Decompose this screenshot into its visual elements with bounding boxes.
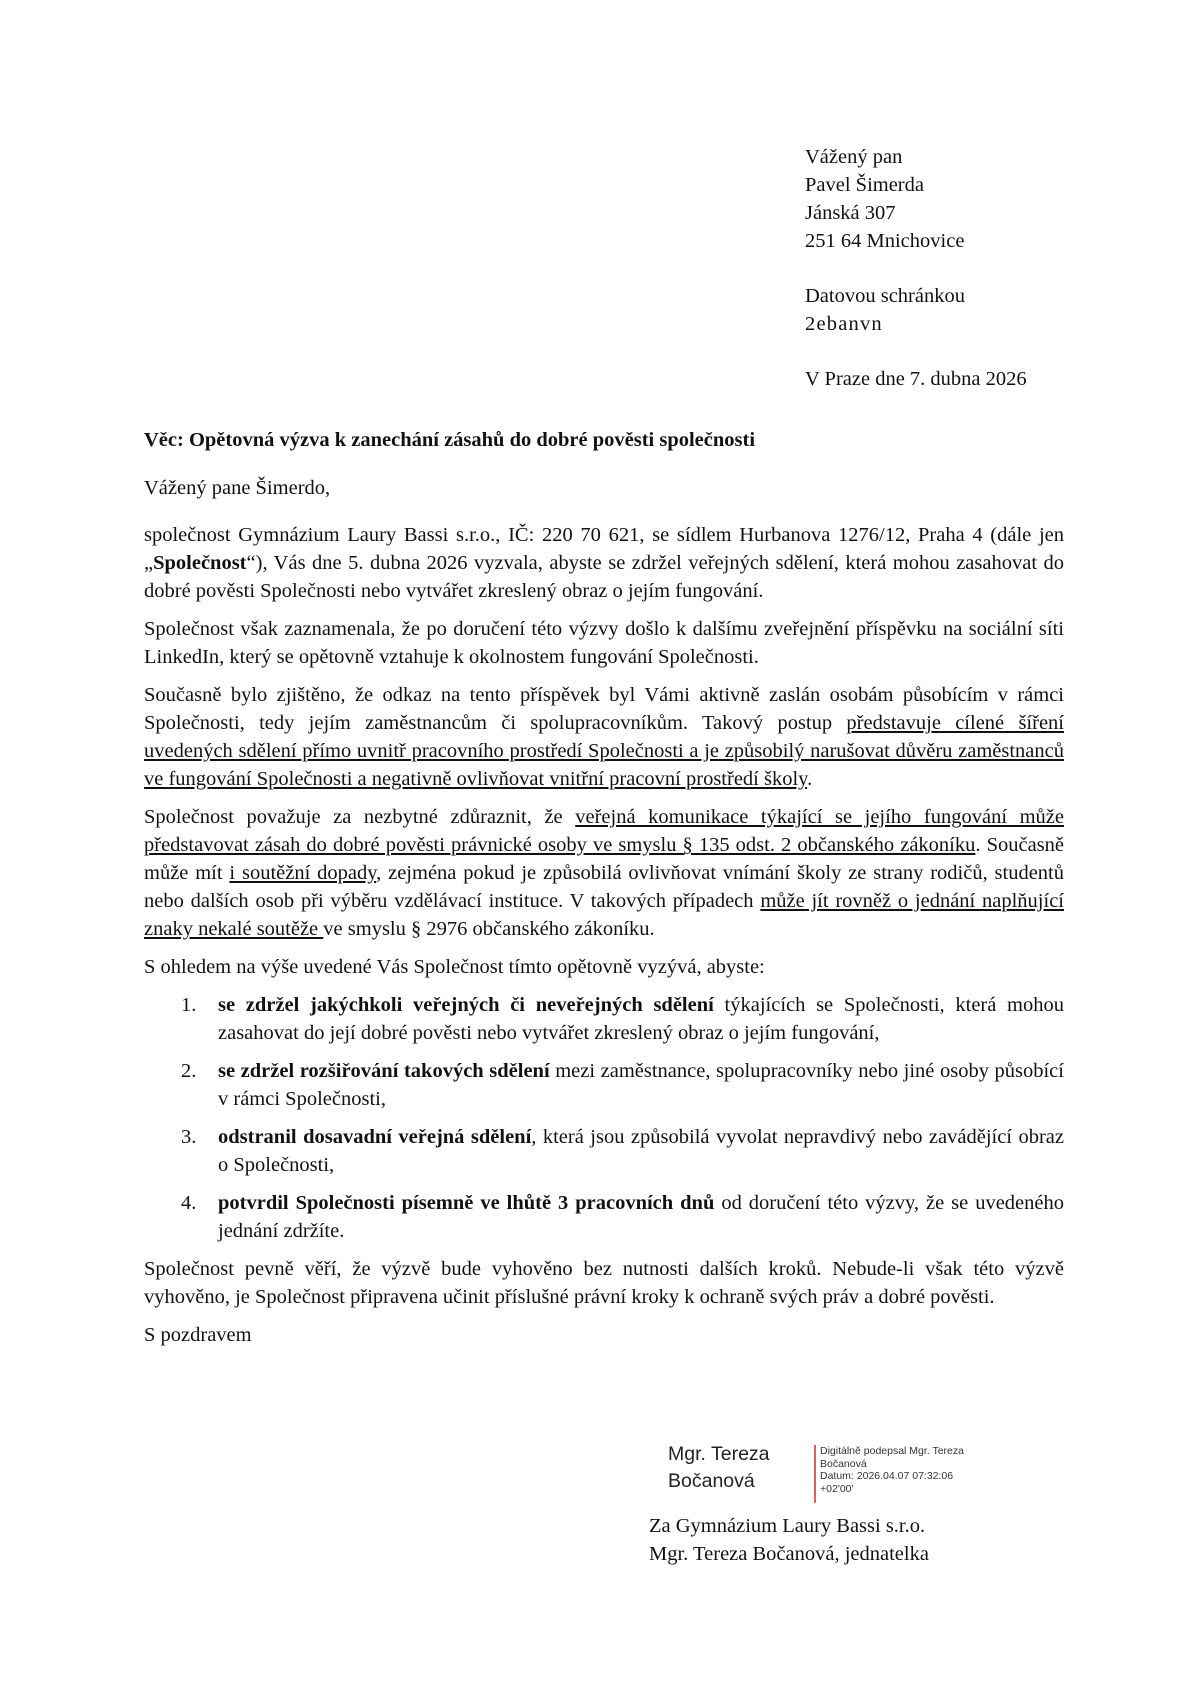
- list-item-bold: potvrdil Společnosti písemně ve lhůtě 3 pracovních dnů: [218, 1192, 715, 1214]
- paragraph-demand-intro: S ohledem na výše uvedené Vás Společnost tímto opětovně vyzývá, abyste:: [144, 956, 765, 978]
- paragraph-distribution: [144, 681, 1064, 793]
- recipient-address-block: [805, 143, 1027, 393]
- text-run: , zejména pokud je způsobilá ovlivňovat vnímání školy ze strany rodičů, studentů nebo dalších osob při výběru vzdělávací instituce. V takových případech: [144, 862, 1064, 912]
- recipient-city: 251 64 Mnichovice: [805, 230, 965, 252]
- text-run: “), Vás dne 5. dubna 2026 vyzvala, abyste se zdržel veřejných sdělení, která mohou zasahovat do dobré pověsti Společnosti nebo vytvářet zkreslený obraz o jejím fungování.: [144, 552, 1064, 602]
- list-item-bold: odstranil dosavadní veřejná sdělení: [218, 1126, 532, 1148]
- list-item: [181, 991, 1064, 1047]
- underlined-text: i soutěžní dopady: [229, 862, 377, 884]
- paragraph-legal: [144, 803, 1064, 943]
- place-and-date: V Praze dne 7. dubna 2026: [805, 368, 1027, 390]
- paragraph-intro: [144, 521, 1064, 605]
- text-run: . Současně může mít: [144, 834, 1064, 884]
- signatory-block: [649, 1512, 929, 1568]
- list-item-text: mezi zaměstnance, spolupracovníky nebo jiné osoby působící v rámci Společnosti,: [218, 1060, 1064, 1110]
- recipient-salutation: Vážený pan: [805, 146, 903, 168]
- signatory-name: Mgr. Tereza Bočanová, jednatelka: [649, 1543, 929, 1565]
- signature-detail-line: Digitálně podepsal Mgr. Tereza: [820, 1445, 964, 1457]
- list-item: [181, 1189, 1064, 1245]
- list-item-bold: se zdržel rozšiřování takových sdělení: [218, 1060, 550, 1082]
- delivery-method: Datovou schránkou: [805, 285, 965, 307]
- data-box-id: 2ebanvn: [805, 313, 883, 335]
- recipient-street: Jánská 307: [805, 202, 896, 224]
- list-number: 1.: [181, 994, 197, 1016]
- signatory-company: Za Gymnázium Laury Bassi s.r.o.: [649, 1515, 926, 1537]
- signature-name: [668, 1441, 770, 1495]
- list-number: 2.: [181, 1060, 197, 1082]
- address-spacer: [805, 338, 1027, 365]
- underlined-text: představuje cílené šíření uvedených sdělení přímo uvnitř pracovního prostředí Společnosti a je způsobilý narušovat důvěru zaměstnanců ve fungování Společnosti a negativně ovlivňovat vnitřní pracovní prostředí školy: [144, 712, 1064, 790]
- list-number: 4.: [181, 1192, 197, 1214]
- list-item: [181, 1123, 1064, 1179]
- signature-detail-line: Bočanová: [820, 1457, 867, 1470]
- signature-accent-line: [814, 1445, 816, 1503]
- paragraph-linkedin: Společnost však zaznamenala, že po doručení této výzvy došlo k dalšímu zveřejnění příspěvku na sociální síti LinkedIn, který se opětovně vztahuje k okolnostem fungování Společnosti.: [144, 618, 1064, 668]
- letter-subject: Věc: Opětovná výzva k zanechání zásahů do dobré pověsti společnosti: [144, 429, 756, 451]
- list-item-bold: se zdržel jakýchkoli veřejných či neveřejných sdělení: [218, 994, 714, 1016]
- list-item-text: od doručení této výzvy, že se uvedeného jednání zdržíte.: [218, 1192, 1064, 1242]
- text-run: Současně bylo zjištěno, že odkaz na tento příspěvek byl Vámi aktivně zaslán osobám působícím v rámci Společnosti, tedy jejím zaměstnancům či spolupracovníkům. Takový postup: [144, 684, 1064, 734]
- text-run: ve smyslu § 2976 občanského zákoníku.: [323, 918, 655, 940]
- underlined-text: může jít rovněž o jednání naplňující znaky nekalé soutěže: [144, 890, 1064, 940]
- address-spacer: [805, 255, 1027, 282]
- greeting: Vážený pane Šimerdo,: [144, 477, 331, 499]
- signature-date: Datum: 2026.04.07 07:32:06: [820, 1470, 954, 1482]
- signature-details: [820, 1445, 964, 1495]
- list-item-text: týkajících se Společnosti, která mohou zasahovat do její dobré pověsti nebo vytvářet zkreslený obraz o jejím fungování,: [218, 994, 1064, 1044]
- list-item: [181, 1057, 1064, 1113]
- signature-name-line: Bočanová: [668, 1470, 755, 1492]
- list-item-text: , která jsou způsobilá vyvolat nepravdivý nebo zavádějící obraz o Společnosti,: [218, 1126, 1064, 1176]
- digital-signature: [668, 1441, 988, 1511]
- signature-name-line: Mgr. Tereza: [668, 1443, 770, 1465]
- demands-list: [144, 991, 1064, 1245]
- closing-phrase: S pozdravem: [144, 1324, 252, 1346]
- underlined-text: veřejná komunikace týkající se jejího fungování může představovat zásah do dobré pověsti právnické osoby ve smyslu § 135 odst. 2 občanského zákoníku: [144, 806, 1064, 856]
- signature-timezone: +02'00': [820, 1482, 854, 1495]
- text-run: společnost Gymnázium Laury Bassi s.r.o., IČ: 220 70 621, se sídlem Hurbanova 1276/12, Praha 4 (dále jen „: [144, 524, 1064, 574]
- recipient-name: Pavel Šimerda: [805, 174, 924, 196]
- letter-body: [144, 426, 1064, 1349]
- paragraph-final: Společnost pevně věří, že výzvě bude vyhověno bez nutnosti dalších kroků. Nebude-li však této výzvě vyhověno, je Společnost připravena učinit příslušné právní kroky k ochraně svých práv a dobré pověsti.: [144, 1258, 1064, 1308]
- text-run: .: [807, 768, 813, 790]
- list-number: 3.: [181, 1126, 197, 1148]
- defined-term: Společnost: [153, 552, 247, 574]
- text-run: Společnost považuje za nezbytné zdůraznit, že: [144, 806, 576, 828]
